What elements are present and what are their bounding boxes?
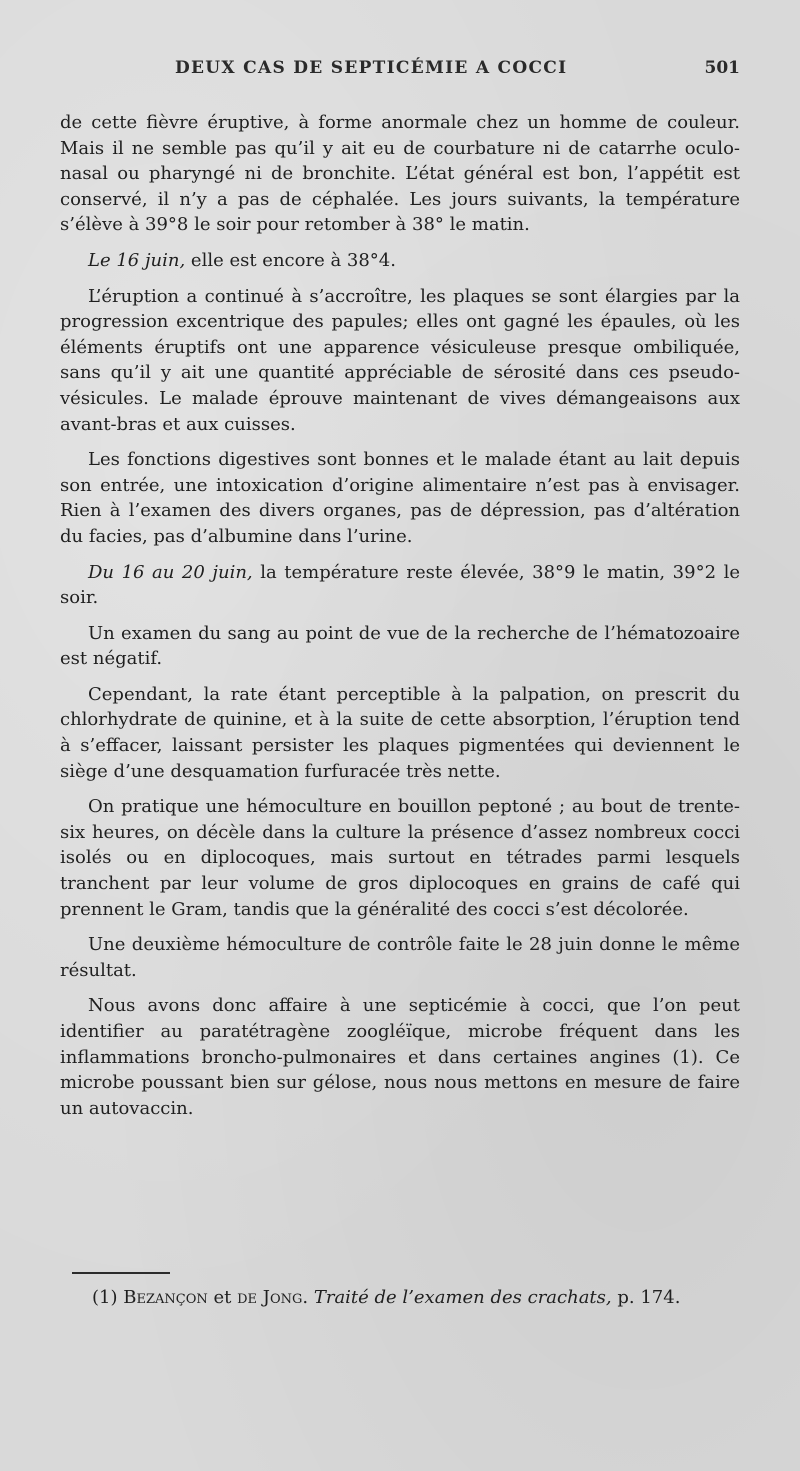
paragraph bbox=[60, 682, 740, 784]
footnote-author: Bezançon bbox=[123, 1287, 208, 1308]
paragraph-text: elle est encore à 38°4. bbox=[185, 249, 396, 271]
paragraph bbox=[60, 621, 740, 672]
paragraph-text: On pratique une hémoculture en bouillon peptoné ; au bout de trente-six heures, on décèle dans la culture la présence d’assez nombreux cocci isolés ou en diplocoques, mais surtout en tétrades parmi lesquels tranchent par leur volume de gros diplocoques en grains de café qui prennent le Gram, tandis que la généralité des cocci s’est décolorée. bbox=[60, 796, 740, 920]
paragraph bbox=[60, 932, 740, 983]
footnote-marker: (1) bbox=[92, 1287, 118, 1308]
footnote-pages: p. 174. bbox=[617, 1287, 681, 1308]
paragraph bbox=[60, 248, 740, 274]
footnote-author: de Jong bbox=[237, 1287, 303, 1308]
paragraph-text: Cependant, la rate étant perceptible à la palpation, on prescrit du chlorhydrate de quinine, et à la suite de cette absorption, l’éruption tend à s’effacer, laissant persister les plaques pigmentées qui deviennent le siège d’une desquamation furfuracée très nette. bbox=[60, 683, 740, 782]
paragraph bbox=[60, 284, 740, 438]
paragraph-text: de cette fièvre éruptive, à forme anormale chez un homme de couleur. Mais il ne semble pas qu’il y ait eu de courbature ni de catarrhe oculo-nasal ou pharyngé ni de bronchite. L’état général est bon, l’appétit est conservé, il n’y a pas de céphalée. Les jours suivants, la température s’élève à 39°8 le soir pour retomber à 38° le matin. bbox=[60, 112, 740, 236]
paragraph bbox=[60, 560, 740, 611]
footnote: (1) Bezançon et de Jong. Traité de l’examen des crachats, p. 174. bbox=[92, 1287, 681, 1308]
paragraph-date-lead: Du 16 au 20 juin, bbox=[88, 561, 253, 583]
footnote-title: Traité de l’examen des crachats, bbox=[313, 1287, 612, 1308]
paragraph-text: L’éruption a continué à s’accroître, les plaques se sont élargies par la progression excentrique des papules; elles ont gagné les épaules, où les éléments éruptifs ont une apparence vésiculeuse presque ombiliquée, sans qu’il y ait une quantité appréciable de sérosité dans ces pseudo-vésicules. Le malade éprouve maintenant de vives démangeaisons aux avant-bras et aux cuisses. bbox=[60, 285, 740, 435]
footnote-divider bbox=[72, 1272, 170, 1274]
body-text bbox=[60, 110, 740, 1131]
paragraph-text: Nous avons donc affaire à une septicémie à cocci, que l’on peut identifier au paratétragène zoogléïque, microbe fréquent dans les inflammations broncho-pulmonaires et dans certaines angines (1). Ce microbe poussant bien sur gélose, nous nous mettons en mesure de faire un autovaccin. bbox=[60, 995, 740, 1119]
paragraph bbox=[60, 794, 740, 922]
paragraph-text: Les fonctions digestives sont bonnes et le malade étant au lait depuis son entrée, une intoxication d’origine alimentaire n’est pas à envisager. Rien à l’examen des divers organes, pas de dépression, pas d’altération du facies, pas d’albumine dans l’urine. bbox=[60, 449, 740, 547]
page-header bbox=[60, 58, 740, 88]
footnote-conjunction: et bbox=[213, 1287, 232, 1308]
paragraph-text: Un examen du sang au point de vue de la recherche de l’hématozoaire est négatif. bbox=[60, 622, 740, 670]
paragraph-text: Une deuxième hémoculture de contrôle faite le 28 juin donne le même résultat. bbox=[60, 934, 740, 981]
paragraph-text: la température reste élevée, 38°9 le matin, 39°2 le soir. bbox=[60, 561, 740, 609]
paragraph bbox=[60, 447, 740, 549]
paragraph bbox=[60, 993, 740, 1121]
page-number: 501 bbox=[704, 58, 740, 78]
paragraph bbox=[60, 110, 740, 238]
paragraph-date-lead: Le 16 juin, bbox=[88, 249, 186, 271]
running-title: DEUX CAS DE SEPTICÉMIE A COCCI bbox=[175, 58, 568, 78]
